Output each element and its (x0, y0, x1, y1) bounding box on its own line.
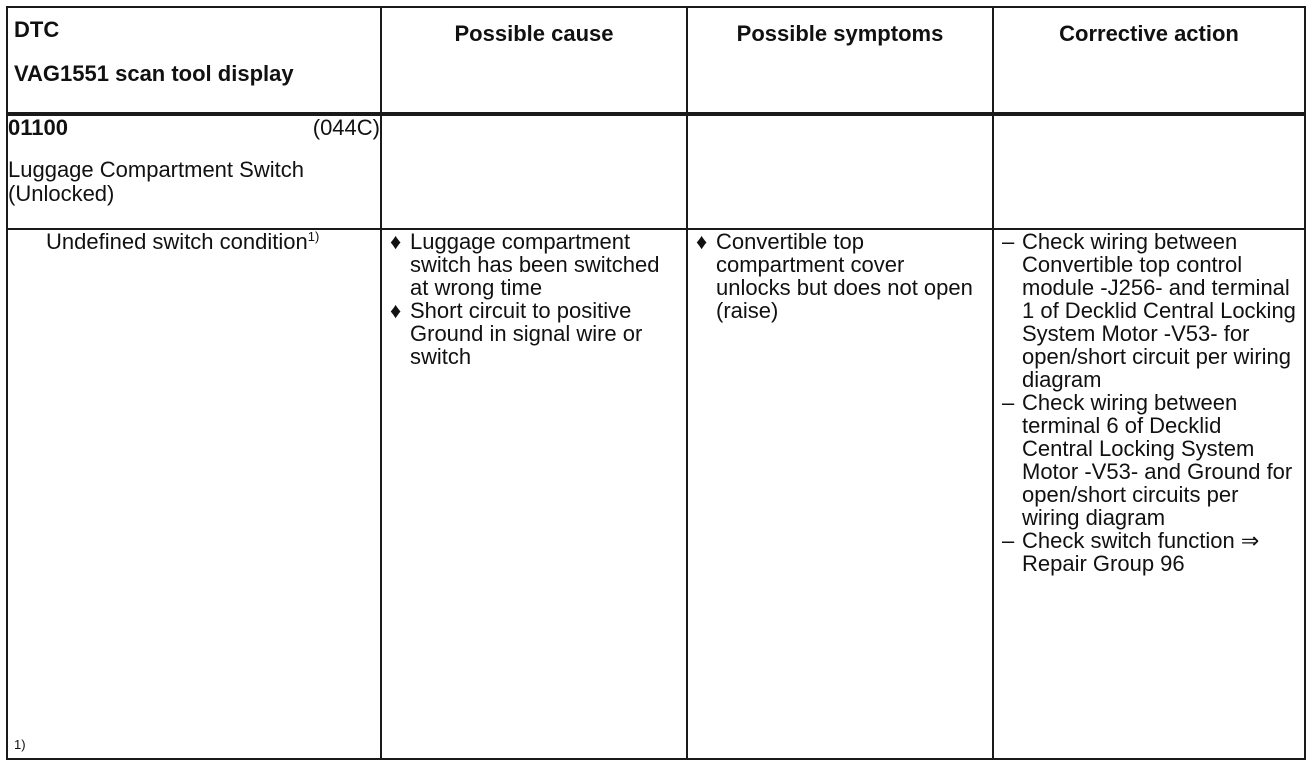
list-item (382, 299, 678, 368)
list-item (994, 230, 1296, 391)
fault-row (7, 229, 1305, 759)
dash-icon: – (1002, 229, 1015, 254)
header-dtc-line2: VAG1551 scan tool display (14, 61, 294, 86)
corrective-action-cell (993, 229, 1305, 759)
empty-cell (993, 114, 1305, 229)
dtc-hex-code: (044C) (312, 115, 380, 140)
symptom-list (688, 230, 992, 322)
action-list (994, 230, 1304, 575)
symptom-text: Convertible top compartment cover unlocks but does not open (raise) (716, 229, 973, 323)
bullet-icon: ♦ (390, 298, 402, 323)
bullet-icon: ♦ (696, 229, 708, 254)
dtc-code-cell (7, 114, 381, 229)
dtc-table (6, 6, 1306, 760)
dtc-code-row (7, 114, 1305, 229)
cause-text: Luggage compartment switch has been switched at wrong time (410, 229, 660, 300)
empty-cell (381, 114, 687, 229)
empty-cell (687, 114, 993, 229)
header-possible-symptoms: Possible symptoms (687, 7, 993, 114)
header-dtc-line1: DTC (14, 17, 60, 42)
header-dtc (7, 7, 381, 114)
list-item (994, 529, 1296, 575)
footnote-ref: 1) (307, 229, 320, 244)
condition-cell (7, 229, 381, 759)
dtc-code: 01100 (8, 115, 68, 140)
header-corrective-action: Corrective action (993, 7, 1305, 114)
cause-text: Short circuit to positive Ground in signal wire or switch (410, 298, 643, 369)
condition-text (8, 230, 380, 253)
footnote-marker: 1) (14, 737, 26, 752)
dtc-name: Luggage Compartment Switch (Unlocked) (8, 157, 304, 206)
header-possible-cause: Possible cause (381, 7, 687, 114)
action-text: Check wiring between terminal 6 of Decklid Central Locking System Motor -V53- and Ground for open/short circuits per wiring diagram (1022, 390, 1293, 530)
list-item (994, 391, 1296, 529)
possible-cause-cell (381, 229, 687, 759)
cause-list (382, 230, 686, 368)
dash-icon: – (1002, 528, 1015, 553)
action-text: Check wiring between Convertible top control module -J256- and terminal 1 of Decklid Central Locking System Motor -V53- for open/short circuit per wiring diagram (1022, 229, 1296, 392)
possible-symptoms-cell (687, 229, 993, 759)
bullet-icon: ♦ (390, 229, 402, 254)
dash-icon: – (1002, 390, 1015, 415)
list-item (688, 230, 984, 322)
action-text: Check switch function ⇒ Repair Group 96 (1022, 528, 1260, 576)
header-row (7, 7, 1305, 114)
list-item (382, 230, 678, 299)
condition-label: Undefined switch condition (46, 229, 308, 254)
